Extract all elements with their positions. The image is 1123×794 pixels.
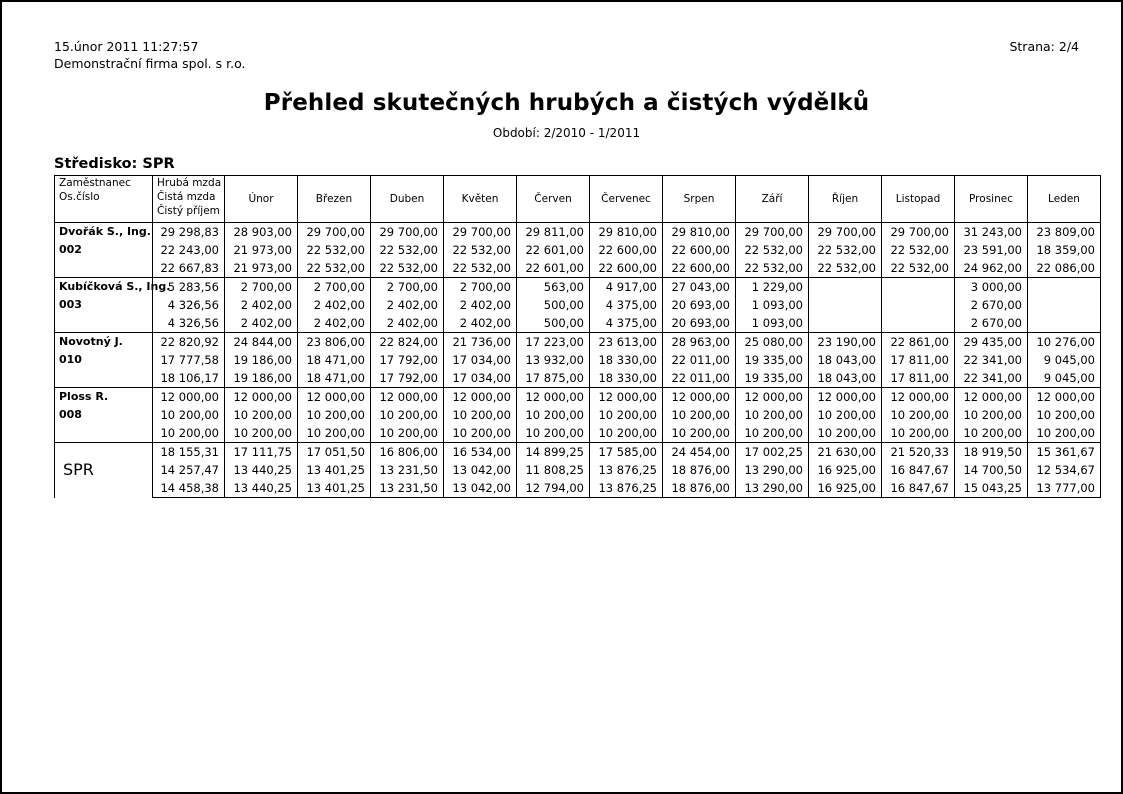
net-value: 17 792,00 bbox=[371, 351, 444, 369]
summary-netincome-value: 13 231,50 bbox=[371, 479, 444, 498]
net-value: 22 341,00 bbox=[955, 351, 1028, 369]
net-value: 22 600,00 bbox=[663, 241, 736, 259]
net-value: 2 402,00 bbox=[371, 296, 444, 314]
gross-value: 5 283,56 bbox=[153, 278, 225, 297]
net-value: 10 200,00 bbox=[153, 406, 225, 424]
netincome-value: 22 532,00 bbox=[371, 259, 444, 278]
netincome-value: 22 600,00 bbox=[663, 259, 736, 278]
report-period: Období: 2/2010 - 1/2011 bbox=[492, 126, 641, 140]
page-title: Přehled skutečných hrubých a čistých výdělků bbox=[263, 90, 870, 116]
netincome-value: 17 875,00 bbox=[517, 369, 590, 388]
netincome-value: 22 341,00 bbox=[955, 369, 1028, 388]
net-value: 2 670,00 bbox=[955, 296, 1028, 314]
netincome-value: 22 667,83 bbox=[153, 259, 225, 278]
gross-value bbox=[1028, 278, 1101, 297]
table-header-row bbox=[55, 176, 1101, 223]
netincome-value: 10 200,00 bbox=[225, 424, 298, 443]
gross-value: 31 243,00 bbox=[955, 223, 1028, 242]
header-month: Únor bbox=[225, 176, 298, 223]
net-value: 2 402,00 bbox=[298, 296, 371, 314]
employee-blank bbox=[55, 259, 153, 278]
table-row bbox=[55, 369, 1101, 388]
table-row bbox=[55, 479, 1101, 498]
net-value: 18 043,00 bbox=[809, 351, 882, 369]
gross-value: 29 700,00 bbox=[298, 223, 371, 242]
gross-value: 29 700,00 bbox=[371, 223, 444, 242]
gross-value: 12 000,00 bbox=[517, 388, 590, 407]
table-row bbox=[55, 278, 1101, 297]
gross-value bbox=[809, 278, 882, 297]
gross-value: 12 000,00 bbox=[1028, 388, 1101, 407]
gross-value: 29 700,00 bbox=[809, 223, 882, 242]
net-value: 22 532,00 bbox=[444, 241, 517, 259]
net-value: 10 200,00 bbox=[882, 406, 955, 424]
gross-value: 23 806,00 bbox=[298, 333, 371, 352]
employee-blank bbox=[55, 369, 153, 388]
netincome-value: 10 200,00 bbox=[955, 424, 1028, 443]
netincome-value: 17 034,00 bbox=[444, 369, 517, 388]
gross-value: 23 809,00 bbox=[1028, 223, 1101, 242]
gross-value: 29 811,00 bbox=[517, 223, 590, 242]
gross-value: 12 000,00 bbox=[371, 388, 444, 407]
department-label: Středisko: SPR bbox=[54, 156, 175, 172]
netincome-value: 18 106,17 bbox=[153, 369, 225, 388]
net-value: 2 402,00 bbox=[225, 296, 298, 314]
header-employee-line2: Os.číslo bbox=[59, 191, 100, 203]
table-row bbox=[55, 424, 1101, 443]
net-value: 22 532,00 bbox=[882, 241, 955, 259]
summary-gross-value: 24 454,00 bbox=[663, 443, 736, 462]
gross-value: 12 000,00 bbox=[663, 388, 736, 407]
gross-value: 27 043,00 bbox=[663, 278, 736, 297]
net-value: 22 243,00 bbox=[153, 241, 225, 259]
net-value: 10 200,00 bbox=[809, 406, 882, 424]
employee-blank bbox=[55, 314, 153, 333]
netincome-value bbox=[882, 314, 955, 333]
gross-value: 23 190,00 bbox=[809, 333, 882, 352]
summary-netincome-value: 13 876,25 bbox=[590, 479, 663, 498]
summary-netincome-value: 16 925,00 bbox=[809, 479, 882, 498]
header-month: Srpen bbox=[663, 176, 736, 223]
gross-value: 29 810,00 bbox=[590, 223, 663, 242]
netincome-value: 10 200,00 bbox=[298, 424, 371, 443]
company-name: Demonstrační firma spol. s r.o. bbox=[54, 56, 246, 71]
netincome-value: 2 670,00 bbox=[955, 314, 1028, 333]
employee-group bbox=[55, 223, 1101, 278]
netincome-value: 2 402,00 bbox=[371, 314, 444, 333]
summary-net-value: 13 876,25 bbox=[590, 461, 663, 479]
summary-netincome-value: 16 847,67 bbox=[882, 479, 955, 498]
netincome-value: 10 200,00 bbox=[153, 424, 225, 443]
header-month: Prosinec bbox=[955, 176, 1028, 223]
summary-net-value: 13 440,25 bbox=[225, 461, 298, 479]
table-row bbox=[55, 333, 1101, 352]
netincome-value: 2 402,00 bbox=[298, 314, 371, 333]
table-row bbox=[55, 296, 1101, 314]
net-value: 10 200,00 bbox=[444, 406, 517, 424]
header-month: Duben bbox=[371, 176, 444, 223]
summary-gross-value: 21 630,00 bbox=[809, 443, 882, 462]
netincome-value: 17 792,00 bbox=[371, 369, 444, 388]
summary-net-value: 13 290,00 bbox=[736, 461, 809, 479]
table-row bbox=[55, 443, 1101, 462]
header-month: Leden bbox=[1028, 176, 1101, 223]
net-value: 2 402,00 bbox=[444, 296, 517, 314]
net-value: 10 200,00 bbox=[225, 406, 298, 424]
netincome-value: 22 532,00 bbox=[736, 259, 809, 278]
summary-gross-value: 18 155,31 bbox=[153, 443, 225, 462]
netincome-value: 21 973,00 bbox=[225, 259, 298, 278]
summary-group bbox=[55, 443, 1101, 498]
netincome-value bbox=[1028, 314, 1101, 333]
netincome-value: 22 532,00 bbox=[298, 259, 371, 278]
summary-netincome-value: 13 440,25 bbox=[225, 479, 298, 498]
net-value: 10 200,00 bbox=[955, 406, 1028, 424]
netincome-value: 10 200,00 bbox=[444, 424, 517, 443]
net-value: 23 591,00 bbox=[955, 241, 1028, 259]
summary-gross-value: 17 585,00 bbox=[590, 443, 663, 462]
gross-value: 23 613,00 bbox=[590, 333, 663, 352]
net-value: 22 532,00 bbox=[298, 241, 371, 259]
summary-net-value: 14 257,47 bbox=[153, 461, 225, 479]
gross-value: 29 700,00 bbox=[882, 223, 955, 242]
net-value: 17 811,00 bbox=[882, 351, 955, 369]
net-value bbox=[809, 296, 882, 314]
gross-value: 29 700,00 bbox=[736, 223, 809, 242]
header-month: Červenec bbox=[590, 176, 663, 223]
gross-value: 2 700,00 bbox=[225, 278, 298, 297]
employee-blank bbox=[55, 424, 153, 443]
summary-net-value: 13 401,25 bbox=[298, 461, 371, 479]
gross-value: 29 298,83 bbox=[153, 223, 225, 242]
netincome-value: 10 200,00 bbox=[809, 424, 882, 443]
net-value: 13 932,00 bbox=[517, 351, 590, 369]
employee-number: 008 bbox=[55, 406, 153, 424]
header-left bbox=[54, 38, 246, 72]
table-row bbox=[55, 241, 1101, 259]
netincome-value bbox=[809, 314, 882, 333]
netincome-value: 10 200,00 bbox=[517, 424, 590, 443]
netincome-value: 9 045,00 bbox=[1028, 369, 1101, 388]
earnings-table bbox=[54, 175, 1101, 498]
net-value: 10 200,00 bbox=[371, 406, 444, 424]
net-value: 17 777,58 bbox=[153, 351, 225, 369]
gross-value: 12 000,00 bbox=[955, 388, 1028, 407]
net-value: 22 600,00 bbox=[590, 241, 663, 259]
header-month: Květen bbox=[444, 176, 517, 223]
employee-group bbox=[55, 388, 1101, 443]
net-value: 10 200,00 bbox=[517, 406, 590, 424]
net-value: 10 200,00 bbox=[590, 406, 663, 424]
summary-gross-value: 15 361,67 bbox=[1028, 443, 1101, 462]
summary-netincome-value: 15 043,25 bbox=[955, 479, 1028, 498]
page-header bbox=[54, 38, 1079, 72]
netincome-value: 2 402,00 bbox=[444, 314, 517, 333]
gross-value: 29 810,00 bbox=[663, 223, 736, 242]
netincome-value: 4 326,56 bbox=[153, 314, 225, 333]
net-value: 21 973,00 bbox=[225, 241, 298, 259]
employee-group bbox=[55, 278, 1101, 333]
gross-value: 12 000,00 bbox=[298, 388, 371, 407]
net-value: 22 011,00 bbox=[663, 351, 736, 369]
gross-value: 563,00 bbox=[517, 278, 590, 297]
summary-net-value: 18 876,00 bbox=[663, 461, 736, 479]
gross-value: 3 000,00 bbox=[955, 278, 1028, 297]
employee-name: Kubíčková S., Ing. bbox=[55, 278, 153, 297]
net-value bbox=[1028, 296, 1101, 314]
gross-value: 4 917,00 bbox=[590, 278, 663, 297]
gross-value bbox=[882, 278, 955, 297]
netincome-value: 10 200,00 bbox=[371, 424, 444, 443]
summary-net-value: 12 534,67 bbox=[1028, 461, 1101, 479]
header-net-income: Čistý příjem bbox=[157, 205, 220, 217]
table-row bbox=[55, 388, 1101, 407]
net-value: 10 200,00 bbox=[298, 406, 371, 424]
summary-netincome-value: 12 794,00 bbox=[517, 479, 590, 498]
gross-value: 25 080,00 bbox=[736, 333, 809, 352]
employee-name: Dvořák S., Ing. bbox=[55, 223, 153, 242]
gross-value: 12 000,00 bbox=[809, 388, 882, 407]
net-value: 20 693,00 bbox=[663, 296, 736, 314]
gross-value: 17 223,00 bbox=[517, 333, 590, 352]
net-value: 19 186,00 bbox=[225, 351, 298, 369]
netincome-value: 500,00 bbox=[517, 314, 590, 333]
net-value: 10 200,00 bbox=[1028, 406, 1101, 424]
header-month: Červen bbox=[517, 176, 590, 223]
employee-group bbox=[55, 333, 1101, 388]
gross-value: 1 229,00 bbox=[736, 278, 809, 297]
header-employee bbox=[55, 176, 153, 223]
header-month: Listopad bbox=[882, 176, 955, 223]
summary-net-value: 14 700,50 bbox=[955, 461, 1028, 479]
table-row bbox=[55, 351, 1101, 369]
summary-gross-value: 16 534,00 bbox=[444, 443, 517, 462]
net-value: 10 200,00 bbox=[663, 406, 736, 424]
summary-net-value: 16 925,00 bbox=[809, 461, 882, 479]
employee-name: Novotný J. bbox=[55, 333, 153, 352]
netincome-value: 24 962,00 bbox=[955, 259, 1028, 278]
netincome-value: 4 375,00 bbox=[590, 314, 663, 333]
net-value: 22 532,00 bbox=[371, 241, 444, 259]
netincome-value: 10 200,00 bbox=[590, 424, 663, 443]
net-value: 4 375,00 bbox=[590, 296, 663, 314]
gross-value: 22 820,92 bbox=[153, 333, 225, 352]
net-value: 10 200,00 bbox=[736, 406, 809, 424]
netincome-value: 22 532,00 bbox=[809, 259, 882, 278]
gross-value: 10 276,00 bbox=[1028, 333, 1101, 352]
net-value: 9 045,00 bbox=[1028, 351, 1101, 369]
netincome-value: 22 600,00 bbox=[590, 259, 663, 278]
employee-number: 003 bbox=[55, 296, 153, 314]
summary-netincome-value: 13 777,00 bbox=[1028, 479, 1101, 498]
netincome-value: 22 532,00 bbox=[444, 259, 517, 278]
netincome-value: 2 402,00 bbox=[225, 314, 298, 333]
summary-netincome-value: 13 290,00 bbox=[736, 479, 809, 498]
table-row bbox=[55, 259, 1101, 278]
summary-gross-value: 21 520,33 bbox=[882, 443, 955, 462]
netincome-value: 19 186,00 bbox=[225, 369, 298, 388]
net-value: 4 326,56 bbox=[153, 296, 225, 314]
net-value: 22 601,00 bbox=[517, 241, 590, 259]
net-value: 1 093,00 bbox=[736, 296, 809, 314]
header-employee-line1: Zaměstnanec bbox=[59, 177, 131, 189]
gross-value: 12 000,00 bbox=[590, 388, 663, 407]
netincome-value: 18 330,00 bbox=[590, 369, 663, 388]
summary-net-value: 13 042,00 bbox=[444, 461, 517, 479]
net-value bbox=[882, 296, 955, 314]
netincome-value: 17 811,00 bbox=[882, 369, 955, 388]
net-value: 500,00 bbox=[517, 296, 590, 314]
header-month: Září bbox=[736, 176, 809, 223]
table-row bbox=[55, 223, 1101, 242]
table-head bbox=[55, 176, 1101, 223]
summary-netincome-value: 13 042,00 bbox=[444, 479, 517, 498]
netincome-value: 22 532,00 bbox=[882, 259, 955, 278]
table-row bbox=[55, 406, 1101, 424]
netincome-value: 1 093,00 bbox=[736, 314, 809, 333]
employee-name: Ploss R. bbox=[55, 388, 153, 407]
table-row bbox=[55, 461, 1101, 479]
gross-value: 12 000,00 bbox=[153, 388, 225, 407]
net-value: 19 335,00 bbox=[736, 351, 809, 369]
header-month: Březen bbox=[298, 176, 371, 223]
netincome-value: 18 043,00 bbox=[809, 369, 882, 388]
gross-value: 12 000,00 bbox=[225, 388, 298, 407]
summary-gross-value: 17 111,75 bbox=[225, 443, 298, 462]
summary-gross-value: 18 919,50 bbox=[955, 443, 1028, 462]
gross-value: 22 824,00 bbox=[371, 333, 444, 352]
header-wage-types bbox=[153, 176, 225, 223]
header-net-wage: Čistá mzda bbox=[157, 191, 216, 203]
netincome-value: 22 086,00 bbox=[1028, 259, 1101, 278]
netincome-value: 10 200,00 bbox=[736, 424, 809, 443]
gross-value: 29 435,00 bbox=[955, 333, 1028, 352]
gross-value: 2 700,00 bbox=[444, 278, 517, 297]
header-gross-wage: Hrubá mzda bbox=[157, 177, 222, 189]
net-value: 18 471,00 bbox=[298, 351, 371, 369]
print-datetime: 15.únor 2011 11:27:57 bbox=[54, 39, 199, 54]
summary-net-value: 11 808,25 bbox=[517, 461, 590, 479]
netincome-value: 22 011,00 bbox=[663, 369, 736, 388]
page-number: Strana: 2/4 bbox=[1009, 39, 1079, 54]
summary-gross-value: 14 899,25 bbox=[517, 443, 590, 462]
summary-gross-value: 17 002,25 bbox=[736, 443, 809, 462]
gross-value: 12 000,00 bbox=[736, 388, 809, 407]
netincome-value: 22 601,00 bbox=[517, 259, 590, 278]
net-value: 22 532,00 bbox=[736, 241, 809, 259]
summary-net-value: 13 231,50 bbox=[371, 461, 444, 479]
gross-value: 22 861,00 bbox=[882, 333, 955, 352]
netincome-value: 20 693,00 bbox=[663, 314, 736, 333]
summary-netincome-value: 14 458,38 bbox=[153, 479, 225, 498]
summary-label: SPR bbox=[55, 443, 153, 498]
netincome-value: 10 200,00 bbox=[1028, 424, 1101, 443]
netincome-value: 10 200,00 bbox=[882, 424, 955, 443]
gross-value: 12 000,00 bbox=[444, 388, 517, 407]
gross-value: 24 844,00 bbox=[225, 333, 298, 352]
gross-value: 2 700,00 bbox=[298, 278, 371, 297]
gross-value: 2 700,00 bbox=[371, 278, 444, 297]
summary-netincome-value: 18 876,00 bbox=[663, 479, 736, 498]
net-value: 18 359,00 bbox=[1028, 241, 1101, 259]
summary-gross-value: 17 051,50 bbox=[298, 443, 371, 462]
table-row bbox=[55, 314, 1101, 333]
net-value: 18 330,00 bbox=[590, 351, 663, 369]
gross-value: 12 000,00 bbox=[882, 388, 955, 407]
gross-value: 28 963,00 bbox=[663, 333, 736, 352]
header-month: Říjen bbox=[809, 176, 882, 223]
netincome-value: 18 471,00 bbox=[298, 369, 371, 388]
summary-net-value: 16 847,67 bbox=[882, 461, 955, 479]
employee-number: 002 bbox=[55, 241, 153, 259]
gross-value: 21 736,00 bbox=[444, 333, 517, 352]
gross-value: 29 700,00 bbox=[444, 223, 517, 242]
gross-value: 28 903,00 bbox=[225, 223, 298, 242]
summary-gross-value: 16 806,00 bbox=[371, 443, 444, 462]
summary-netincome-value: 13 401,25 bbox=[298, 479, 371, 498]
net-value: 22 532,00 bbox=[809, 241, 882, 259]
employee-number: 010 bbox=[55, 351, 153, 369]
netincome-value: 10 200,00 bbox=[663, 424, 736, 443]
netincome-value: 19 335,00 bbox=[736, 369, 809, 388]
net-value: 17 034,00 bbox=[444, 351, 517, 369]
